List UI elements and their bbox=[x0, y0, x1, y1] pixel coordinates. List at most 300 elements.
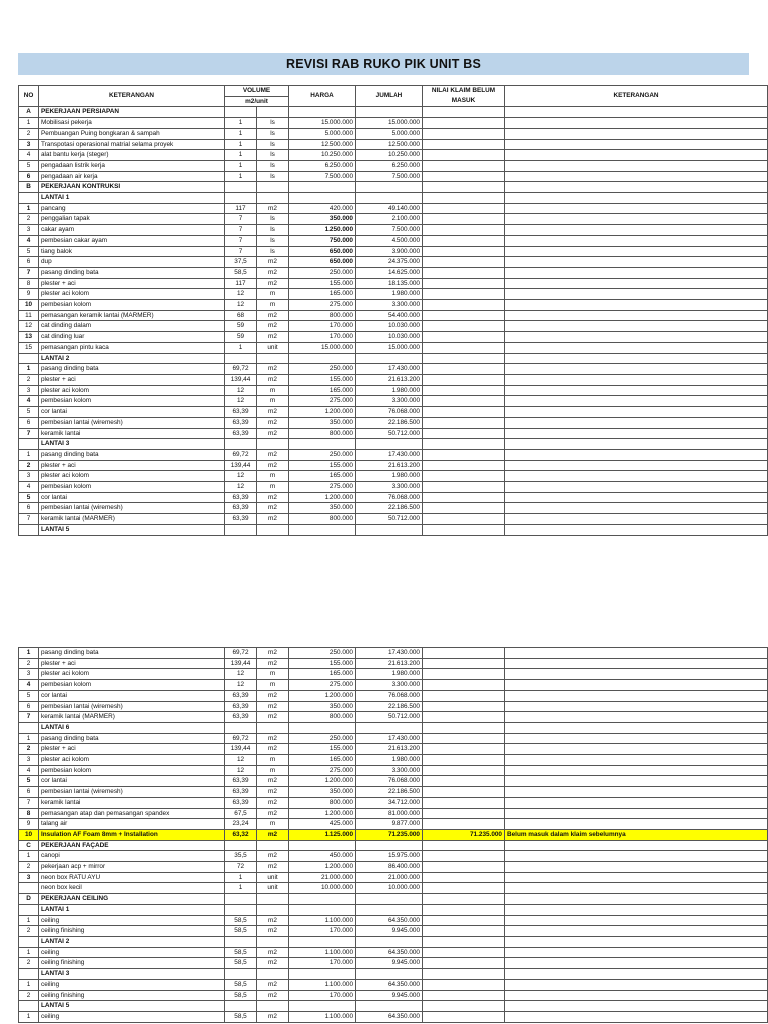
row-jumlah: 81.000.000 bbox=[356, 808, 423, 819]
row-description: pemasangan atap dan pemasangan spandex bbox=[39, 808, 225, 819]
row-volume: 12 bbox=[225, 385, 257, 396]
row-keterangan bbox=[505, 744, 768, 755]
row-harga bbox=[289, 182, 356, 193]
row-volume: 59 bbox=[225, 321, 257, 332]
row-harga: 155.000 bbox=[289, 278, 356, 289]
row-unit: m2 bbox=[257, 744, 289, 755]
row-keterangan bbox=[505, 374, 768, 385]
row-no: 11 bbox=[19, 310, 39, 321]
row-keterangan bbox=[505, 979, 768, 990]
row-unit: m2 bbox=[257, 808, 289, 819]
row-unit: m bbox=[257, 755, 289, 766]
row-harga: 650.000 bbox=[289, 257, 356, 268]
row-volume: 58,5 bbox=[225, 915, 257, 926]
row-no: 3 bbox=[19, 669, 39, 680]
table-row bbox=[19, 342, 768, 353]
row-keterangan bbox=[505, 257, 768, 268]
row-description: pembesian lantai (wiremesh) bbox=[39, 503, 225, 514]
row-unit bbox=[257, 969, 289, 980]
row-nilai-klaim bbox=[423, 840, 505, 851]
row-no: 1 bbox=[19, 203, 39, 214]
row-jumlah: 10.250.000 bbox=[356, 150, 423, 161]
row-no: 13 bbox=[19, 332, 39, 343]
row-harga: 800.000 bbox=[289, 712, 356, 723]
row-nilai-klaim bbox=[423, 797, 505, 808]
row-no bbox=[19, 524, 39, 535]
table-row bbox=[19, 1011, 768, 1022]
row-jumlah bbox=[356, 1001, 423, 1012]
row-harga: 1.200.000 bbox=[289, 407, 356, 418]
table-row bbox=[19, 289, 768, 300]
row-description: ceiling bbox=[39, 1011, 225, 1022]
row-jumlah: 76.068.000 bbox=[356, 776, 423, 787]
row-harga: 275.000 bbox=[289, 680, 356, 691]
row-harga: 350.000 bbox=[289, 701, 356, 712]
row-description: pemasangan pintu kaca bbox=[39, 342, 225, 353]
row-no: 4 bbox=[19, 482, 39, 493]
row-harga bbox=[289, 1001, 356, 1012]
row-no: 3 bbox=[19, 139, 39, 150]
row-description: pembesian lantai (wiremesh) bbox=[39, 417, 225, 428]
row-nilai-klaim bbox=[423, 712, 505, 723]
row-description: penggalian tapak bbox=[39, 214, 225, 225]
table-row bbox=[19, 332, 768, 343]
table-row bbox=[19, 883, 768, 894]
row-jumlah: 1.980.000 bbox=[356, 669, 423, 680]
row-jumlah: 17.430.000 bbox=[356, 449, 423, 460]
row-description: cat dinding luar bbox=[39, 332, 225, 343]
row-description: plester aci kolom bbox=[39, 471, 225, 482]
row-keterangan bbox=[505, 342, 768, 353]
row-no: 8 bbox=[19, 808, 39, 819]
section-row bbox=[19, 524, 768, 535]
table-row bbox=[19, 460, 768, 471]
row-volume: 1 bbox=[225, 128, 257, 139]
row-nilai-klaim bbox=[423, 300, 505, 311]
row-nilai-klaim bbox=[423, 439, 505, 450]
row-volume: 58,5 bbox=[225, 947, 257, 958]
row-nilai-klaim bbox=[423, 979, 505, 990]
row-no: 1 bbox=[19, 1011, 39, 1022]
row-description: ceiling finishing bbox=[39, 958, 225, 969]
row-no: 2 bbox=[19, 958, 39, 969]
row-jumlah: 22.186.500 bbox=[356, 701, 423, 712]
row-nilai-klaim bbox=[423, 482, 505, 493]
row-volume: 12 bbox=[225, 300, 257, 311]
row-no bbox=[19, 353, 39, 364]
table-row bbox=[19, 321, 768, 332]
row-no: 7 bbox=[19, 797, 39, 808]
row-jumlah bbox=[356, 894, 423, 905]
row-keterangan bbox=[505, 332, 768, 343]
row-nilai-klaim bbox=[423, 680, 505, 691]
table-row bbox=[19, 203, 768, 214]
table-row bbox=[19, 300, 768, 311]
row-nilai-klaim bbox=[423, 776, 505, 787]
row-description: PEKERJAAN KONTRUKSI bbox=[39, 182, 225, 193]
row-no bbox=[19, 883, 39, 894]
row-harga: 1.125.000 bbox=[289, 829, 356, 840]
row-harga: 420.000 bbox=[289, 203, 356, 214]
row-harga: 170.000 bbox=[289, 926, 356, 937]
row-unit: m bbox=[257, 482, 289, 493]
row-nilai-klaim bbox=[423, 246, 505, 257]
row-unit bbox=[257, 182, 289, 193]
row-volume: 12 bbox=[225, 289, 257, 300]
row-description: LANTAI 3 bbox=[39, 969, 225, 980]
row-description: plester + aci bbox=[39, 374, 225, 385]
row-volume: 63,39 bbox=[225, 428, 257, 439]
row-nilai-klaim bbox=[423, 289, 505, 300]
row-description: ceiling bbox=[39, 979, 225, 990]
row-keterangan bbox=[505, 658, 768, 669]
row-unit bbox=[257, 353, 289, 364]
row-description: Insulation AF Foam 8mm + Installation bbox=[39, 829, 225, 840]
row-unit bbox=[257, 722, 289, 733]
row-jumlah: 76.068.000 bbox=[356, 407, 423, 418]
row-keterangan bbox=[505, 915, 768, 926]
row-no bbox=[19, 1001, 39, 1012]
table-row bbox=[19, 690, 768, 701]
row-nilai-klaim bbox=[423, 385, 505, 396]
row-description: Pembuangan Puing bongkaran & sampah bbox=[39, 128, 225, 139]
row-nilai-klaim bbox=[423, 722, 505, 733]
row-no: D bbox=[19, 894, 39, 905]
row-unit: m2 bbox=[257, 428, 289, 439]
row-harga: 165.000 bbox=[289, 289, 356, 300]
row-jumlah: 3.900.000 bbox=[356, 246, 423, 257]
row-nilai-klaim bbox=[423, 118, 505, 129]
row-no: 2 bbox=[19, 990, 39, 1001]
row-nilai-klaim bbox=[423, 182, 505, 193]
row-no: 2 bbox=[19, 374, 39, 385]
row-jumlah: 17.430.000 bbox=[356, 648, 423, 659]
row-unit: ls bbox=[257, 235, 289, 246]
row-jumlah: 17.430.000 bbox=[356, 364, 423, 375]
row-unit: ls bbox=[257, 225, 289, 236]
row-nilai-klaim bbox=[423, 396, 505, 407]
row-unit: m bbox=[257, 765, 289, 776]
row-description: LANTAI 3 bbox=[39, 439, 225, 450]
row-harga: 350.000 bbox=[289, 787, 356, 798]
row-jumlah: 14.625.000 bbox=[356, 267, 423, 278]
row-keterangan bbox=[505, 300, 768, 311]
row-jumlah: 64.350.000 bbox=[356, 915, 423, 926]
row-harga: 170.000 bbox=[289, 321, 356, 332]
table-row bbox=[19, 471, 768, 482]
row-jumlah bbox=[356, 722, 423, 733]
row-nilai-klaim bbox=[423, 819, 505, 830]
row-jumlah bbox=[356, 969, 423, 980]
row-volume bbox=[225, 840, 257, 851]
row-jumlah bbox=[356, 353, 423, 364]
row-harga bbox=[289, 193, 356, 204]
row-unit: m bbox=[257, 300, 289, 311]
row-volume bbox=[225, 193, 257, 204]
table-row bbox=[19, 235, 768, 246]
row-harga: 250.000 bbox=[289, 267, 356, 278]
row-jumlah: 10.030.000 bbox=[356, 321, 423, 332]
row-no bbox=[19, 193, 39, 204]
row-description: plester aci kolom bbox=[39, 669, 225, 680]
row-volume: 139,44 bbox=[225, 744, 257, 755]
row-harga: 165.000 bbox=[289, 471, 356, 482]
row-nilai-klaim bbox=[423, 278, 505, 289]
row-no: 6 bbox=[19, 701, 39, 712]
row-keterangan bbox=[505, 524, 768, 535]
row-unit: m2 bbox=[257, 332, 289, 343]
row-harga: 1.250.000 bbox=[289, 225, 356, 236]
row-nilai-klaim bbox=[423, 648, 505, 659]
row-jumlah: 21.000.000 bbox=[356, 872, 423, 883]
row-unit: m2 bbox=[257, 278, 289, 289]
row-keterangan bbox=[505, 840, 768, 851]
row-harga bbox=[289, 936, 356, 947]
col-jumlah-header: JUMLAH bbox=[356, 86, 423, 107]
table-row bbox=[19, 926, 768, 937]
row-unit: ls bbox=[257, 150, 289, 161]
table-row bbox=[19, 733, 768, 744]
table-row bbox=[19, 492, 768, 503]
row-no: 7 bbox=[19, 267, 39, 278]
row-unit bbox=[257, 936, 289, 947]
row-nilai-klaim bbox=[423, 883, 505, 894]
row-jumlah bbox=[356, 107, 423, 118]
row-volume: 12 bbox=[225, 680, 257, 691]
row-unit: m2 bbox=[257, 862, 289, 873]
row-nilai-klaim bbox=[423, 701, 505, 712]
row-jumlah bbox=[356, 524, 423, 535]
row-keterangan bbox=[505, 289, 768, 300]
row-nilai-klaim bbox=[423, 658, 505, 669]
row-no: 1 bbox=[19, 947, 39, 958]
row-no: 3 bbox=[19, 755, 39, 766]
row-unit: m bbox=[257, 396, 289, 407]
row-no: 1 bbox=[19, 915, 39, 926]
section-row bbox=[19, 182, 768, 193]
row-no: 9 bbox=[19, 289, 39, 300]
table-row bbox=[19, 915, 768, 926]
row-nilai-klaim bbox=[423, 203, 505, 214]
row-no: 4 bbox=[19, 765, 39, 776]
row-volume bbox=[225, 439, 257, 450]
table-row bbox=[19, 139, 768, 150]
row-jumlah: 6.250.000 bbox=[356, 160, 423, 171]
row-no bbox=[19, 439, 39, 450]
row-nilai-klaim bbox=[423, 492, 505, 503]
row-volume bbox=[225, 353, 257, 364]
row-keterangan bbox=[505, 669, 768, 680]
row-description: ceiling bbox=[39, 915, 225, 926]
row-unit: m2 bbox=[257, 310, 289, 321]
row-harga: 7.500.000 bbox=[289, 171, 356, 182]
row-volume bbox=[225, 1001, 257, 1012]
row-volume: 63,39 bbox=[225, 701, 257, 712]
row-harga: 800.000 bbox=[289, 514, 356, 525]
row-no: 3 bbox=[19, 225, 39, 236]
row-unit bbox=[257, 904, 289, 915]
row-jumlah: 1.980.000 bbox=[356, 755, 423, 766]
table-row bbox=[19, 776, 768, 787]
row-no: 2 bbox=[19, 658, 39, 669]
row-jumlah: 3.300.000 bbox=[356, 482, 423, 493]
row-jumlah bbox=[356, 439, 423, 450]
row-jumlah: 76.068.000 bbox=[356, 690, 423, 701]
row-nilai-klaim bbox=[423, 225, 505, 236]
row-jumlah: 10.000.000 bbox=[356, 883, 423, 894]
row-keterangan bbox=[505, 439, 768, 450]
row-nilai-klaim bbox=[423, 969, 505, 980]
row-keterangan bbox=[505, 722, 768, 733]
row-unit: m2 bbox=[257, 947, 289, 958]
row-harga: 165.000 bbox=[289, 385, 356, 396]
row-no: 4 bbox=[19, 150, 39, 161]
row-description: PEKERJAAN FAÇADE bbox=[39, 840, 225, 851]
row-jumlah bbox=[356, 182, 423, 193]
row-keterangan bbox=[505, 862, 768, 873]
row-nilai-klaim bbox=[423, 765, 505, 776]
row-volume bbox=[225, 904, 257, 915]
row-description: tiang balok bbox=[39, 246, 225, 257]
row-unit bbox=[257, 107, 289, 118]
row-harga: 15.000.000 bbox=[289, 118, 356, 129]
row-volume: 12 bbox=[225, 669, 257, 680]
row-nilai-klaim bbox=[423, 808, 505, 819]
row-unit: m2 bbox=[257, 797, 289, 808]
row-jumlah: 3.300.000 bbox=[356, 765, 423, 776]
row-harga: 275.000 bbox=[289, 396, 356, 407]
row-no: 4 bbox=[19, 235, 39, 246]
table-row bbox=[19, 171, 768, 182]
table-row bbox=[19, 947, 768, 958]
row-keterangan bbox=[505, 883, 768, 894]
row-jumlah: 9.945.000 bbox=[356, 958, 423, 969]
row-no: C bbox=[19, 840, 39, 851]
row-nilai-klaim bbox=[423, 503, 505, 514]
row-nilai-klaim bbox=[423, 669, 505, 680]
row-no: 10 bbox=[19, 829, 39, 840]
row-nilai-klaim bbox=[423, 107, 505, 118]
row-harga: 250.000 bbox=[289, 733, 356, 744]
col-volume-header: VOLUME bbox=[225, 86, 289, 97]
row-harga: 12.500.000 bbox=[289, 139, 356, 150]
row-description: neon box RATU AYU bbox=[39, 872, 225, 883]
row-description: LANTAI 5 bbox=[39, 1001, 225, 1012]
row-harga: 1.200.000 bbox=[289, 492, 356, 503]
row-nilai-klaim bbox=[423, 915, 505, 926]
row-harga bbox=[289, 722, 356, 733]
table-row bbox=[19, 214, 768, 225]
row-jumlah bbox=[356, 840, 423, 851]
row-volume: 12 bbox=[225, 482, 257, 493]
row-harga: 1.100.000 bbox=[289, 979, 356, 990]
row-keterangan bbox=[505, 926, 768, 937]
row-harga bbox=[289, 353, 356, 364]
row-volume: 12 bbox=[225, 396, 257, 407]
row-unit: m bbox=[257, 289, 289, 300]
row-keterangan bbox=[505, 460, 768, 471]
row-no: 6 bbox=[19, 171, 39, 182]
row-description: neon box kecil bbox=[39, 883, 225, 894]
row-volume bbox=[225, 894, 257, 905]
row-no: B bbox=[19, 182, 39, 193]
row-no: 2 bbox=[19, 214, 39, 225]
row-keterangan bbox=[505, 851, 768, 862]
row-unit: m2 bbox=[257, 776, 289, 787]
section-row bbox=[19, 107, 768, 118]
table-row bbox=[19, 648, 768, 659]
row-jumlah: 50.712.000 bbox=[356, 428, 423, 439]
row-unit: m2 bbox=[257, 321, 289, 332]
row-harga: 170.000 bbox=[289, 958, 356, 969]
row-jumlah: 12.500.000 bbox=[356, 139, 423, 150]
row-unit: m2 bbox=[257, 690, 289, 701]
row-keterangan bbox=[505, 514, 768, 525]
row-jumlah: 21.613.200 bbox=[356, 460, 423, 471]
row-unit: m2 bbox=[257, 787, 289, 798]
section-row bbox=[19, 840, 768, 851]
table-row bbox=[19, 819, 768, 830]
row-unit: m2 bbox=[257, 257, 289, 268]
row-nilai-klaim bbox=[423, 862, 505, 873]
row-description: pekerjaan acp + mirror bbox=[39, 862, 225, 873]
row-harga: 15.000.000 bbox=[289, 342, 356, 353]
row-unit: unit bbox=[257, 883, 289, 894]
section-row bbox=[19, 353, 768, 364]
row-jumlah: 22.186.500 bbox=[356, 787, 423, 798]
row-description: plester aci kolom bbox=[39, 755, 225, 766]
row-description: pengadaan listrik kerja bbox=[39, 160, 225, 171]
row-keterangan bbox=[505, 385, 768, 396]
row-description: canopi bbox=[39, 851, 225, 862]
row-jumlah: 64.350.000 bbox=[356, 1011, 423, 1022]
row-keterangan bbox=[505, 690, 768, 701]
row-harga: 10.000.000 bbox=[289, 883, 356, 894]
row-keterangan bbox=[505, 1011, 768, 1022]
row-jumlah: 2.100.000 bbox=[356, 214, 423, 225]
row-jumlah: 71.235.000 bbox=[356, 829, 423, 840]
table-row bbox=[19, 364, 768, 375]
row-harga: 250.000 bbox=[289, 648, 356, 659]
row-jumlah: 76.068.000 bbox=[356, 492, 423, 503]
row-jumlah: 17.430.000 bbox=[356, 733, 423, 744]
row-unit: unit bbox=[257, 342, 289, 353]
row-volume: 1 bbox=[225, 872, 257, 883]
row-description: ceiling bbox=[39, 947, 225, 958]
row-description: PEKERJAAN PERSIAPAN bbox=[39, 107, 225, 118]
table-row bbox=[19, 787, 768, 798]
row-keterangan bbox=[505, 482, 768, 493]
row-description: PEKERJAAN CEILING bbox=[39, 894, 225, 905]
row-no: 15 bbox=[19, 342, 39, 353]
col-nilai-header: NILAI KLAIM BELUM MASUK bbox=[423, 86, 505, 107]
row-description: plester + aci bbox=[39, 744, 225, 755]
row-unit: ls bbox=[257, 118, 289, 129]
row-description: LANTAI 2 bbox=[39, 936, 225, 947]
row-keterangan bbox=[505, 787, 768, 798]
row-harga: 1.200.000 bbox=[289, 862, 356, 873]
row-description: Transpotasi operasional matrial selama proyek bbox=[39, 139, 225, 150]
row-description: pembesian kolom bbox=[39, 765, 225, 776]
row-nilai-klaim bbox=[423, 851, 505, 862]
row-unit: m2 bbox=[257, 829, 289, 840]
row-harga: 800.000 bbox=[289, 797, 356, 808]
row-unit: m2 bbox=[257, 979, 289, 990]
row-description: pemasangan keramik lantai (MARMER) bbox=[39, 310, 225, 321]
table-row bbox=[19, 396, 768, 407]
row-keterangan bbox=[505, 407, 768, 418]
table-row bbox=[19, 851, 768, 862]
